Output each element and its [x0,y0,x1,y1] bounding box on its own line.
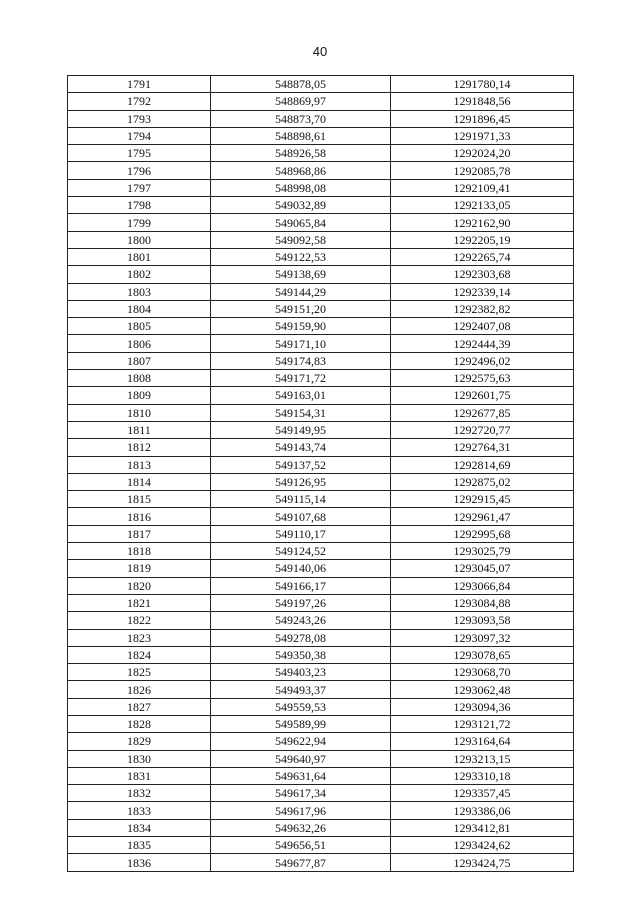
x-coordinate-cell: 549559,53 [211,698,391,715]
x-coordinate-cell: 549350,38 [211,646,391,663]
x-coordinate-cell: 549171,72 [211,370,391,387]
point-number-cell: 1800 [68,231,211,248]
x-coordinate-cell: 549677,87 [211,854,391,871]
table-row [68,456,574,473]
y-coordinate-cell: 1293062,48 [391,681,574,698]
x-coordinate-cell: 549144,29 [211,283,391,300]
y-coordinate-cell: 1292407,08 [391,318,574,335]
table-row [68,300,574,317]
point-number-cell: 1821 [68,594,211,611]
y-coordinate-cell: 1291896,45 [391,110,574,127]
y-coordinate-cell: 1293213,15 [391,750,574,767]
x-coordinate-cell: 549140,06 [211,560,391,577]
point-number-cell: 1828 [68,715,211,732]
x-coordinate-cell: 549126,95 [211,473,391,490]
point-number-cell: 1796 [68,162,211,179]
table-row [68,145,574,162]
table-row [68,577,574,594]
y-coordinate-cell: 1292677,85 [391,404,574,421]
x-coordinate-cell: 549032,89 [211,197,391,214]
y-coordinate-cell: 1292265,74 [391,248,574,265]
y-coordinate-cell: 1292382,82 [391,300,574,317]
y-coordinate-cell: 1293094,36 [391,698,574,715]
point-number-cell: 1798 [68,197,211,214]
y-coordinate-cell: 1293066,84 [391,577,574,594]
x-coordinate-cell: 549092,58 [211,231,391,248]
y-coordinate-cell: 1292575,63 [391,370,574,387]
table-row [68,318,574,335]
table-row [68,283,574,300]
x-coordinate-cell: 548869,97 [211,93,391,110]
table-row [68,473,574,490]
point-number-cell: 1817 [68,525,211,542]
x-coordinate-cell: 549143,74 [211,439,391,456]
point-number-cell: 1818 [68,543,211,560]
y-coordinate-cell: 1293424,75 [391,854,574,871]
point-number-cell: 1823 [68,629,211,646]
table-row [68,612,574,629]
x-coordinate-cell: 548926,58 [211,145,391,162]
y-coordinate-cell: 1292339,14 [391,283,574,300]
table-row [68,698,574,715]
x-coordinate-cell: 549171,10 [211,335,391,352]
point-number-cell: 1812 [68,439,211,456]
x-coordinate-cell: 549632,26 [211,819,391,836]
x-coordinate-cell: 549107,68 [211,508,391,525]
x-coordinate-cell: 549622,94 [211,733,391,750]
table-row [68,370,574,387]
y-coordinate-cell: 1292915,45 [391,491,574,508]
table-row [68,352,574,369]
point-number-cell: 1813 [68,456,211,473]
y-coordinate-cell: 1293097,32 [391,629,574,646]
x-coordinate-cell: 549065,84 [211,214,391,231]
y-coordinate-cell: 1292162,90 [391,214,574,231]
x-coordinate-cell: 549154,31 [211,404,391,421]
table-row [68,767,574,784]
x-coordinate-cell: 549137,52 [211,456,391,473]
table-row [68,646,574,663]
point-number-cell: 1805 [68,318,211,335]
x-coordinate-cell: 549493,37 [211,681,391,698]
point-number-cell: 1807 [68,352,211,369]
table-row [68,750,574,767]
table-row [68,179,574,196]
x-coordinate-cell: 549278,08 [211,629,391,646]
y-coordinate-cell: 1293164,64 [391,733,574,750]
table-row [68,664,574,681]
x-coordinate-cell: 549656,51 [211,837,391,854]
point-number-cell: 1810 [68,404,211,421]
point-number-cell: 1836 [68,854,211,871]
table-row [68,387,574,404]
point-number-cell: 1794 [68,127,211,144]
table-row [68,629,574,646]
y-coordinate-cell: 1292133,05 [391,197,574,214]
point-number-cell: 1792 [68,93,211,110]
table-row [68,110,574,127]
point-number-cell: 1806 [68,335,211,352]
x-coordinate-cell: 548878,05 [211,76,391,93]
x-coordinate-cell: 549617,96 [211,802,391,819]
table-row [68,404,574,421]
x-coordinate-cell: 549174,83 [211,352,391,369]
x-coordinate-cell: 549166,17 [211,577,391,594]
point-number-cell: 1820 [68,577,211,594]
point-number-cell: 1793 [68,110,211,127]
y-coordinate-cell: 1293121,72 [391,715,574,732]
page-number: 40 [312,44,328,59]
x-coordinate-cell: 549115,14 [211,491,391,508]
table-row [68,231,574,248]
x-coordinate-cell: 548998,08 [211,179,391,196]
y-coordinate-cell: 1293424,62 [391,837,574,854]
table-row [68,162,574,179]
table-row [68,197,574,214]
y-coordinate-cell: 1293045,07 [391,560,574,577]
table-row [68,733,574,750]
point-number-cell: 1834 [68,819,211,836]
point-number-cell: 1826 [68,681,211,698]
y-coordinate-cell: 1293386,06 [391,802,574,819]
y-coordinate-cell: 1293093,58 [391,612,574,629]
x-coordinate-cell: 549110,17 [211,525,391,542]
table-row [68,248,574,265]
x-coordinate-cell: 549243,26 [211,612,391,629]
table-row [68,785,574,802]
x-coordinate-cell: 549159,90 [211,318,391,335]
y-coordinate-cell: 1292085,78 [391,162,574,179]
point-number-cell: 1799 [68,214,211,231]
y-coordinate-cell: 1292961,47 [391,508,574,525]
y-coordinate-cell: 1292764,31 [391,439,574,456]
point-number-cell: 1815 [68,491,211,508]
y-coordinate-cell: 1292995,68 [391,525,574,542]
table-row [68,543,574,560]
y-coordinate-cell: 1292814,69 [391,456,574,473]
table-row [68,525,574,542]
y-coordinate-cell: 1292601,75 [391,387,574,404]
table-row [68,127,574,144]
x-coordinate-cell: 549197,26 [211,594,391,611]
point-number-cell: 1829 [68,733,211,750]
point-number-cell: 1802 [68,266,211,283]
table-row [68,266,574,283]
x-coordinate-cell: 549122,53 [211,248,391,265]
x-coordinate-cell: 548898,61 [211,127,391,144]
y-coordinate-cell: 1292444,39 [391,335,574,352]
y-coordinate-cell: 1292109,41 [391,179,574,196]
table-row [68,594,574,611]
y-coordinate-cell: 1293412,81 [391,819,574,836]
table-row [68,93,574,110]
point-number-cell: 1797 [68,179,211,196]
y-coordinate-cell: 1292303,68 [391,266,574,283]
point-number-cell: 1819 [68,560,211,577]
point-number-cell: 1804 [68,300,211,317]
x-coordinate-cell: 549138,69 [211,266,391,283]
x-coordinate-cell: 549617,34 [211,785,391,802]
x-coordinate-cell: 549403,23 [211,664,391,681]
y-coordinate-cell: 1291848,56 [391,93,574,110]
coordinates-table-body [68,76,574,872]
point-number-cell: 1831 [68,767,211,784]
point-number-cell: 1803 [68,283,211,300]
y-coordinate-cell: 1293025,79 [391,543,574,560]
y-coordinate-cell: 1293084,88 [391,594,574,611]
point-number-cell: 1833 [68,802,211,819]
point-number-cell: 1832 [68,785,211,802]
y-coordinate-cell: 1291971,33 [391,127,574,144]
table-row [68,491,574,508]
point-number-cell: 1809 [68,387,211,404]
y-coordinate-cell: 1293357,45 [391,785,574,802]
table-row [68,854,574,871]
y-coordinate-cell: 1293310,18 [391,767,574,784]
x-coordinate-cell: 549631,64 [211,767,391,784]
point-number-cell: 1816 [68,508,211,525]
table-row [68,439,574,456]
y-coordinate-cell: 1292024,20 [391,145,574,162]
table-row [68,819,574,836]
table-row [68,508,574,525]
y-coordinate-cell: 1291780,14 [391,76,574,93]
table-row [68,76,574,93]
y-coordinate-cell: 1293068,70 [391,664,574,681]
point-number-cell: 1814 [68,473,211,490]
x-coordinate-cell: 549163,01 [211,387,391,404]
table-row [68,214,574,231]
x-coordinate-cell: 549589,99 [211,715,391,732]
x-coordinate-cell: 549151,20 [211,300,391,317]
x-coordinate-cell: 549124,52 [211,543,391,560]
point-number-cell: 1808 [68,370,211,387]
table-row [68,715,574,732]
point-number-cell: 1801 [68,248,211,265]
x-coordinate-cell: 548873,70 [211,110,391,127]
point-number-cell: 1795 [68,145,211,162]
x-coordinate-cell: 548968,86 [211,162,391,179]
table-row [68,802,574,819]
point-number-cell: 1835 [68,837,211,854]
point-number-cell: 1811 [68,421,211,438]
table-row [68,681,574,698]
y-coordinate-cell: 1292205,19 [391,231,574,248]
table-row [68,421,574,438]
table-row [68,335,574,352]
coordinates-table [67,75,574,872]
x-coordinate-cell: 549640,97 [211,750,391,767]
point-number-cell: 1824 [68,646,211,663]
table-row [68,560,574,577]
y-coordinate-cell: 1293078,65 [391,646,574,663]
point-number-cell: 1827 [68,698,211,715]
table-row [68,837,574,854]
y-coordinate-cell: 1292875,02 [391,473,574,490]
y-coordinate-cell: 1292720,77 [391,421,574,438]
point-number-cell: 1830 [68,750,211,767]
point-number-cell: 1825 [68,664,211,681]
point-number-cell: 1822 [68,612,211,629]
y-coordinate-cell: 1292496,02 [391,352,574,369]
x-coordinate-cell: 549149,95 [211,421,391,438]
point-number-cell: 1791 [68,76,211,93]
